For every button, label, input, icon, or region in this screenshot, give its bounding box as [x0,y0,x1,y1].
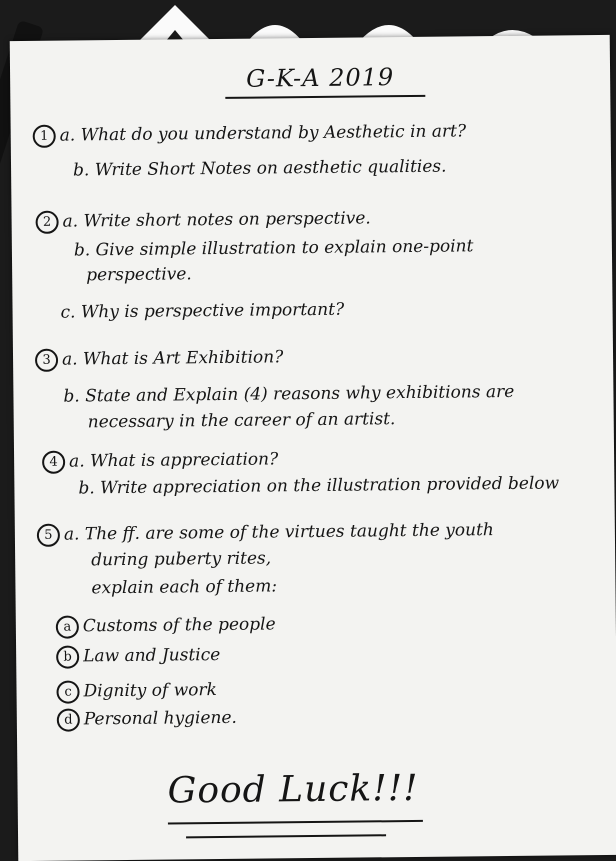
question-3a: 3 a. What is Art Exhibition? [35,346,283,372]
closing-underline-1 [168,820,423,825]
question-5-intro-line3: explain each of them: [91,576,278,599]
question-2a: 2 a. Write short notes on perspective. [36,207,371,234]
question-2b-line1: b. Give simple illustration to explain one-point [73,236,474,261]
list-item: c Dignity of work [56,679,217,704]
question-1a: 1 a. What do you understand by Aesthetic in art? [33,120,467,148]
question-5-intro-line2: during puberty rites, [91,548,272,571]
question-4b: b. Write appreciation on the illustration provided below [78,473,560,499]
question-2c: c. Why is perspective important? [60,299,345,323]
page-title: G-K-A 2019 [245,63,395,93]
question-1b: b. Write Short Notes on aesthetic qualities. [72,156,447,181]
title-underline [225,95,425,99]
question-5-intro-line1: 5 a. The ff. are some of the virtues taught the youth [37,519,494,547]
exam-paper [10,35,616,861]
list-item: b Law and Justice [56,644,220,669]
question-3b-line1: b. State and Explain (4) reasons why exhibitions are [63,381,515,407]
question-4a: 4 a. What is appreciation? [42,448,278,473]
list-item: d Personal hygiene. [57,707,237,732]
closing-message: Good Luck!!! [167,767,419,812]
question-3b-line2: necessary in the career of an artist. [87,409,396,433]
closing-underline-2 [186,834,386,838]
question-2b-line2: perspective. [86,264,192,286]
list-item: a Customs of the people [56,613,276,638]
